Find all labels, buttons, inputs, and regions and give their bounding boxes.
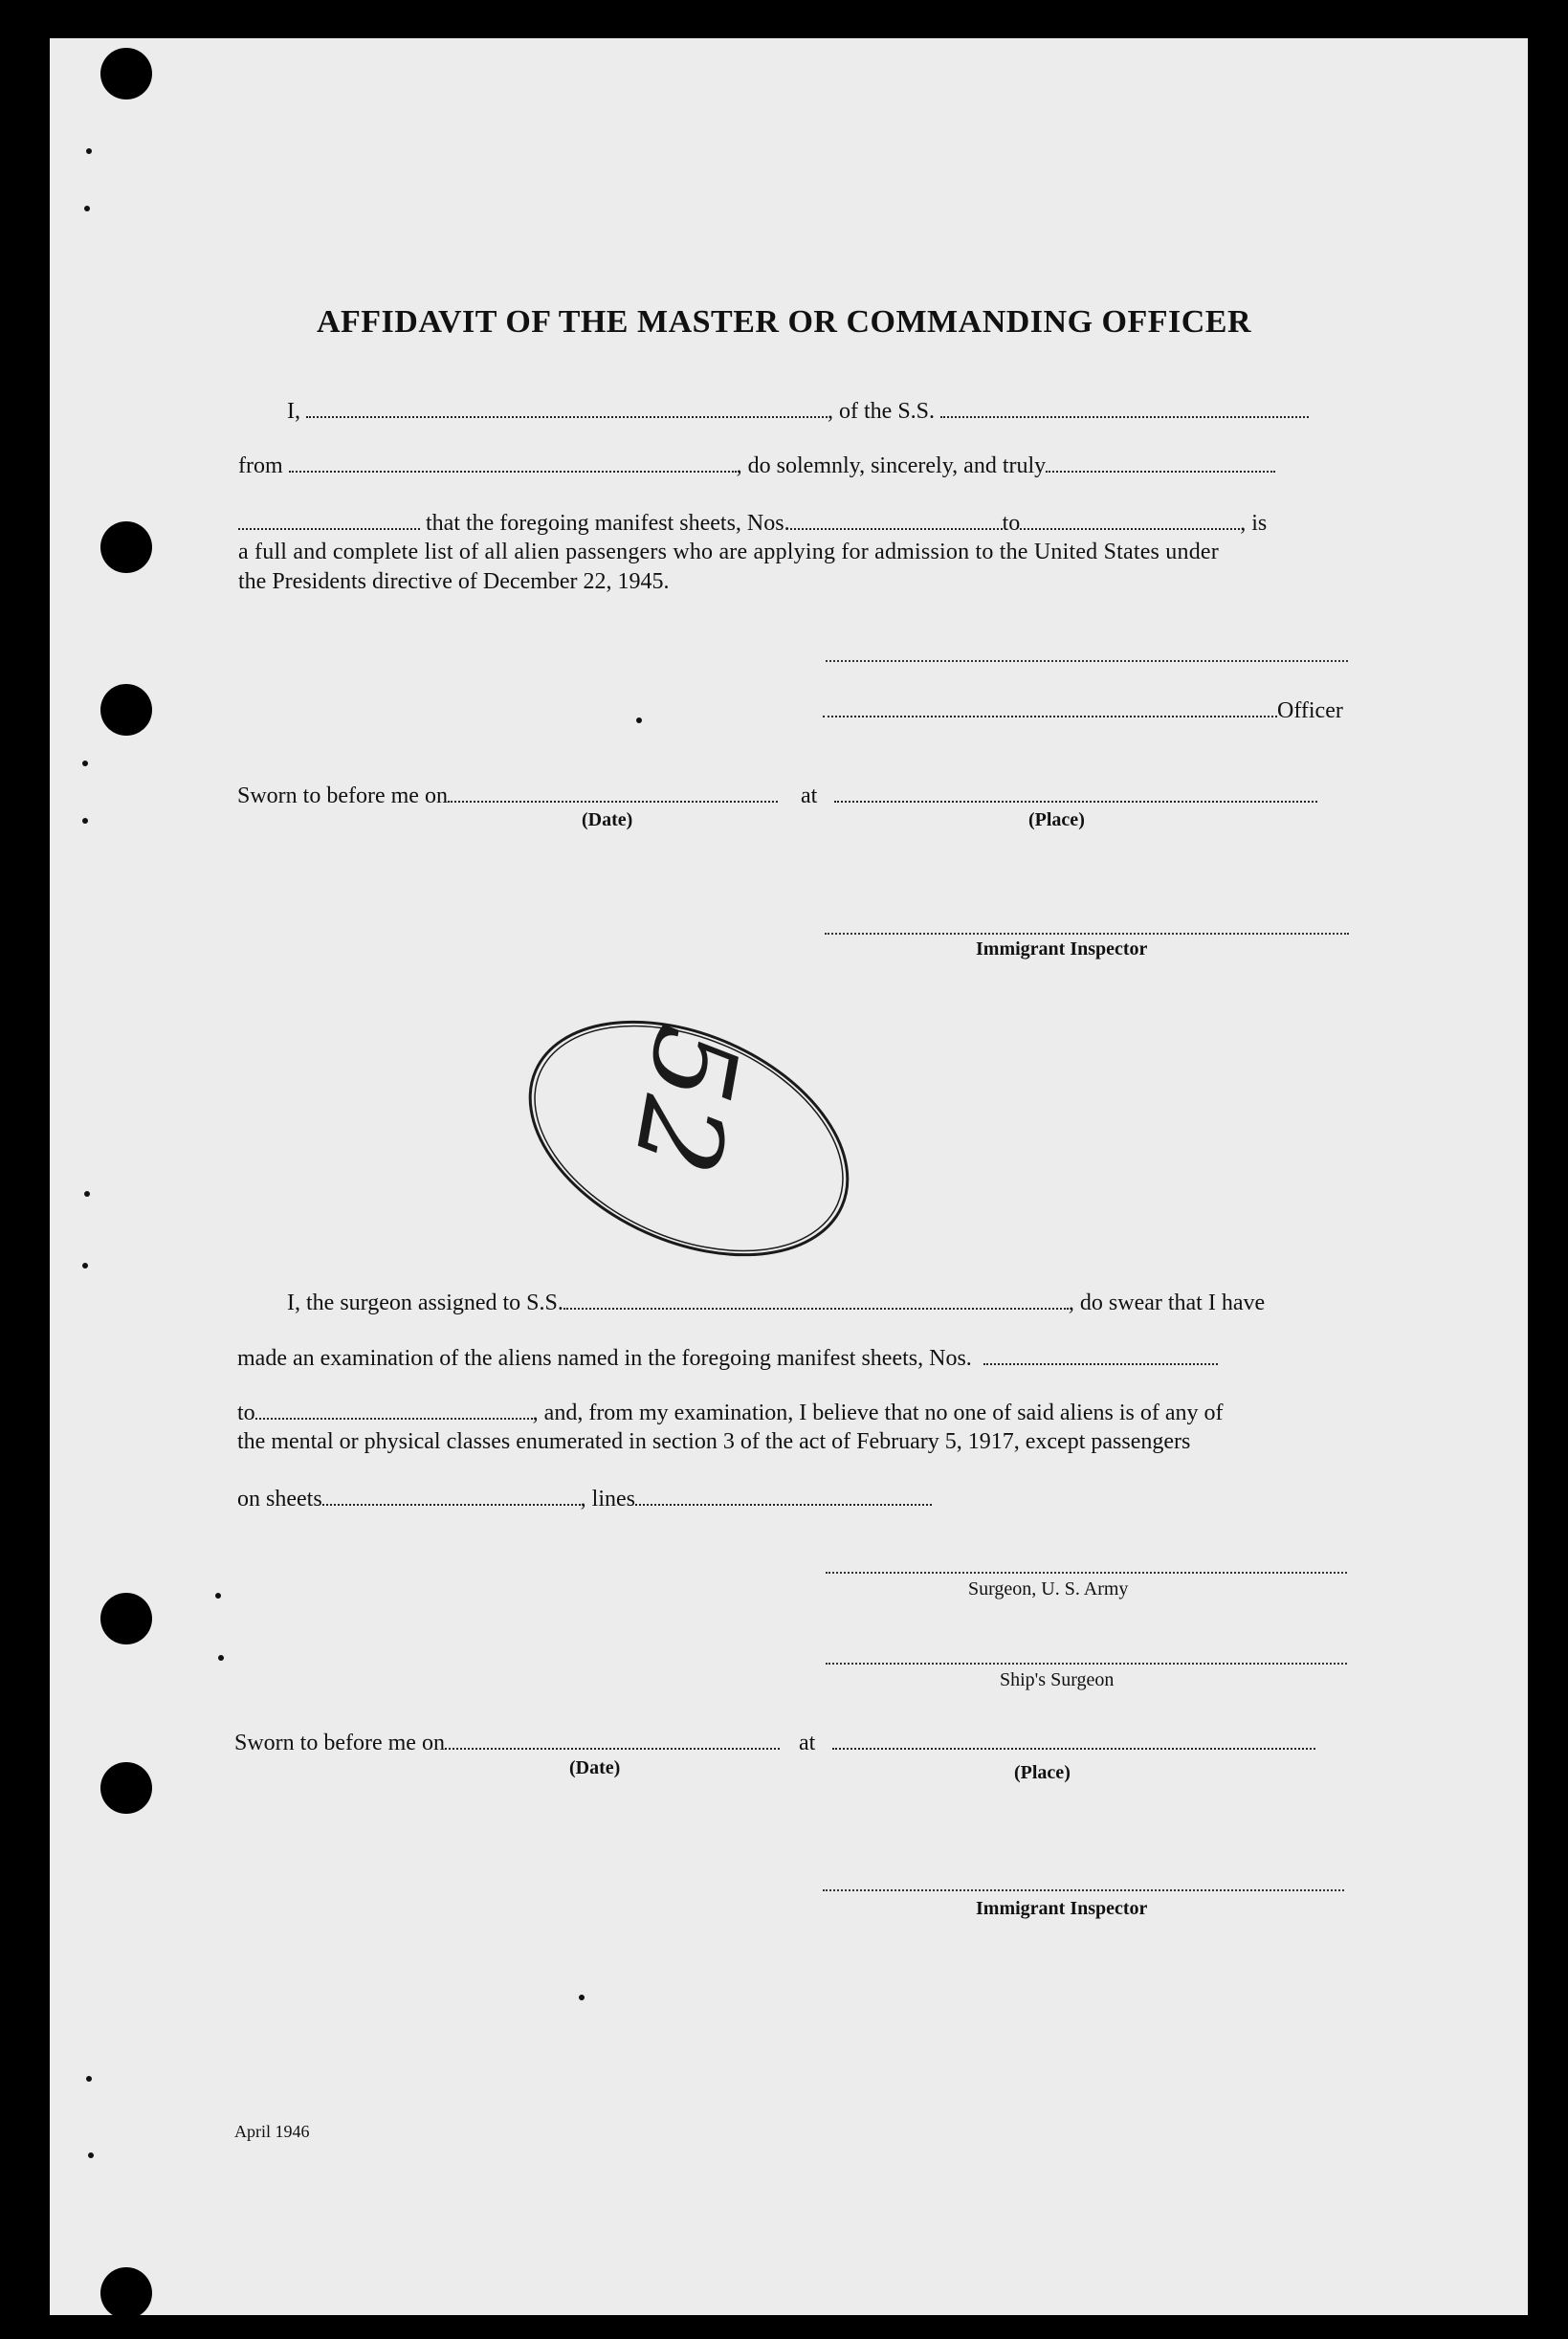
speck [86,148,92,154]
label: , is [1240,511,1268,536]
speck [82,818,88,824]
label: Sworn to before me on [234,1731,445,1755]
form-date: April 1946 [234,2122,310,2141]
label: at [798,1731,816,1755]
speck [82,1263,88,1269]
master-line-3 [238,507,1267,538]
surgeon-line-1 [287,1287,1265,1317]
place-blank-2 [832,1727,1315,1750]
lines-blank [635,1483,932,1506]
label: that the foregoing manifest sheets, Nos. [426,511,790,536]
speck [84,206,90,211]
officer-signature [823,695,1343,725]
speck [84,1191,90,1197]
surgeon-nos-blank [983,1342,1218,1365]
ship-surgeon-line [826,1663,1347,1665]
date-caption-2: (Date) [569,1757,621,1778]
surgeon-line-4: the mental or physical classes enumerated in section 3 of the act of February 5, 1917, except passengers [237,1429,1191,1454]
nos-from-blank [790,507,1003,530]
binder-hole [100,48,152,99]
place-caption-2: (Place) [1014,1762,1071,1783]
label: made an examination of the aliens named in the foregoing manifest sheets, Nos. [237,1346,972,1371]
speck [88,2152,94,2158]
speck [86,2076,92,2082]
master-line-4: a full and complete list of all alien passengers who are applying for admission to the United States under [238,540,1219,564]
name-blank [306,395,828,418]
binder-hole [100,521,152,573]
label: from [238,453,283,478]
army-surgeon-caption: Surgeon, U. S. Army [968,1578,1129,1600]
label: , of the S.S. [828,399,936,424]
oath-blank-cont [238,507,420,530]
date-blank-2 [445,1727,780,1750]
stamp-mark: 52 [607,1016,764,1183]
master-line-2 [238,450,1275,480]
inspector-caption-2: Immigrant Inspector [976,1898,1148,1919]
ship-blank [940,395,1309,418]
date-caption: (Date) [582,809,633,830]
surgeon-line-2 [237,1342,1218,1373]
surgeon-line-5 [237,1483,932,1513]
place-caption: (Place) [1028,809,1085,830]
inspector-line-2 [823,1889,1344,1891]
label: at [800,783,818,808]
label: I, the surgeon assigned to S.S. [287,1291,563,1315]
label: , do swear that I have [1068,1291,1266,1315]
binder-hole [100,2267,152,2319]
surgeon-line-3 [237,1397,1223,1427]
label: to [237,1401,255,1425]
master-line-5: the Presidents directive of December 22, 1945. [238,569,670,594]
sworn-line-2 [234,1727,1315,1757]
label: I, [287,399,300,424]
officer-blank [823,695,1277,717]
speck [82,761,88,766]
from-blank [289,450,737,473]
nos-to-blank [1020,507,1240,530]
oath-blank [1046,450,1275,473]
inspector-line [825,933,1349,935]
label: , and, from my examination, I believe that no one of said aliens is of any of [532,1401,1224,1425]
sworn-line-1 [237,780,1317,810]
label: to [1002,511,1021,536]
binder-hole [100,1593,152,1644]
master-line-1 [287,395,1309,426]
officer-label: Officer [1277,698,1343,723]
label: , lines [580,1487,635,1512]
speck [579,1995,585,2000]
speck [218,1655,224,1661]
affidavit-title: AFFIDAVIT OF THE MASTER OR COMMANDING OFFICER [316,304,1252,340]
speck [636,717,642,723]
sheets-blank [322,1483,581,1506]
ship-surgeon-caption: Ship's Surgeon [1000,1669,1115,1690]
surgeon-to-blank [255,1397,533,1420]
label: on sheets [237,1487,322,1512]
speck [215,1593,221,1599]
surgeon-ship-blank [563,1287,1069,1310]
place-blank [834,780,1317,803]
inspector-caption: Immigrant Inspector [976,938,1148,960]
label: Sworn to before me on [237,783,448,808]
binder-hole [100,1762,152,1814]
date-blank [448,780,778,803]
signature-line [826,660,1348,662]
army-surgeon-line [826,1572,1347,1574]
binder-hole [100,684,152,736]
label: , do solemnly, sincerely, and truly [736,453,1047,478]
